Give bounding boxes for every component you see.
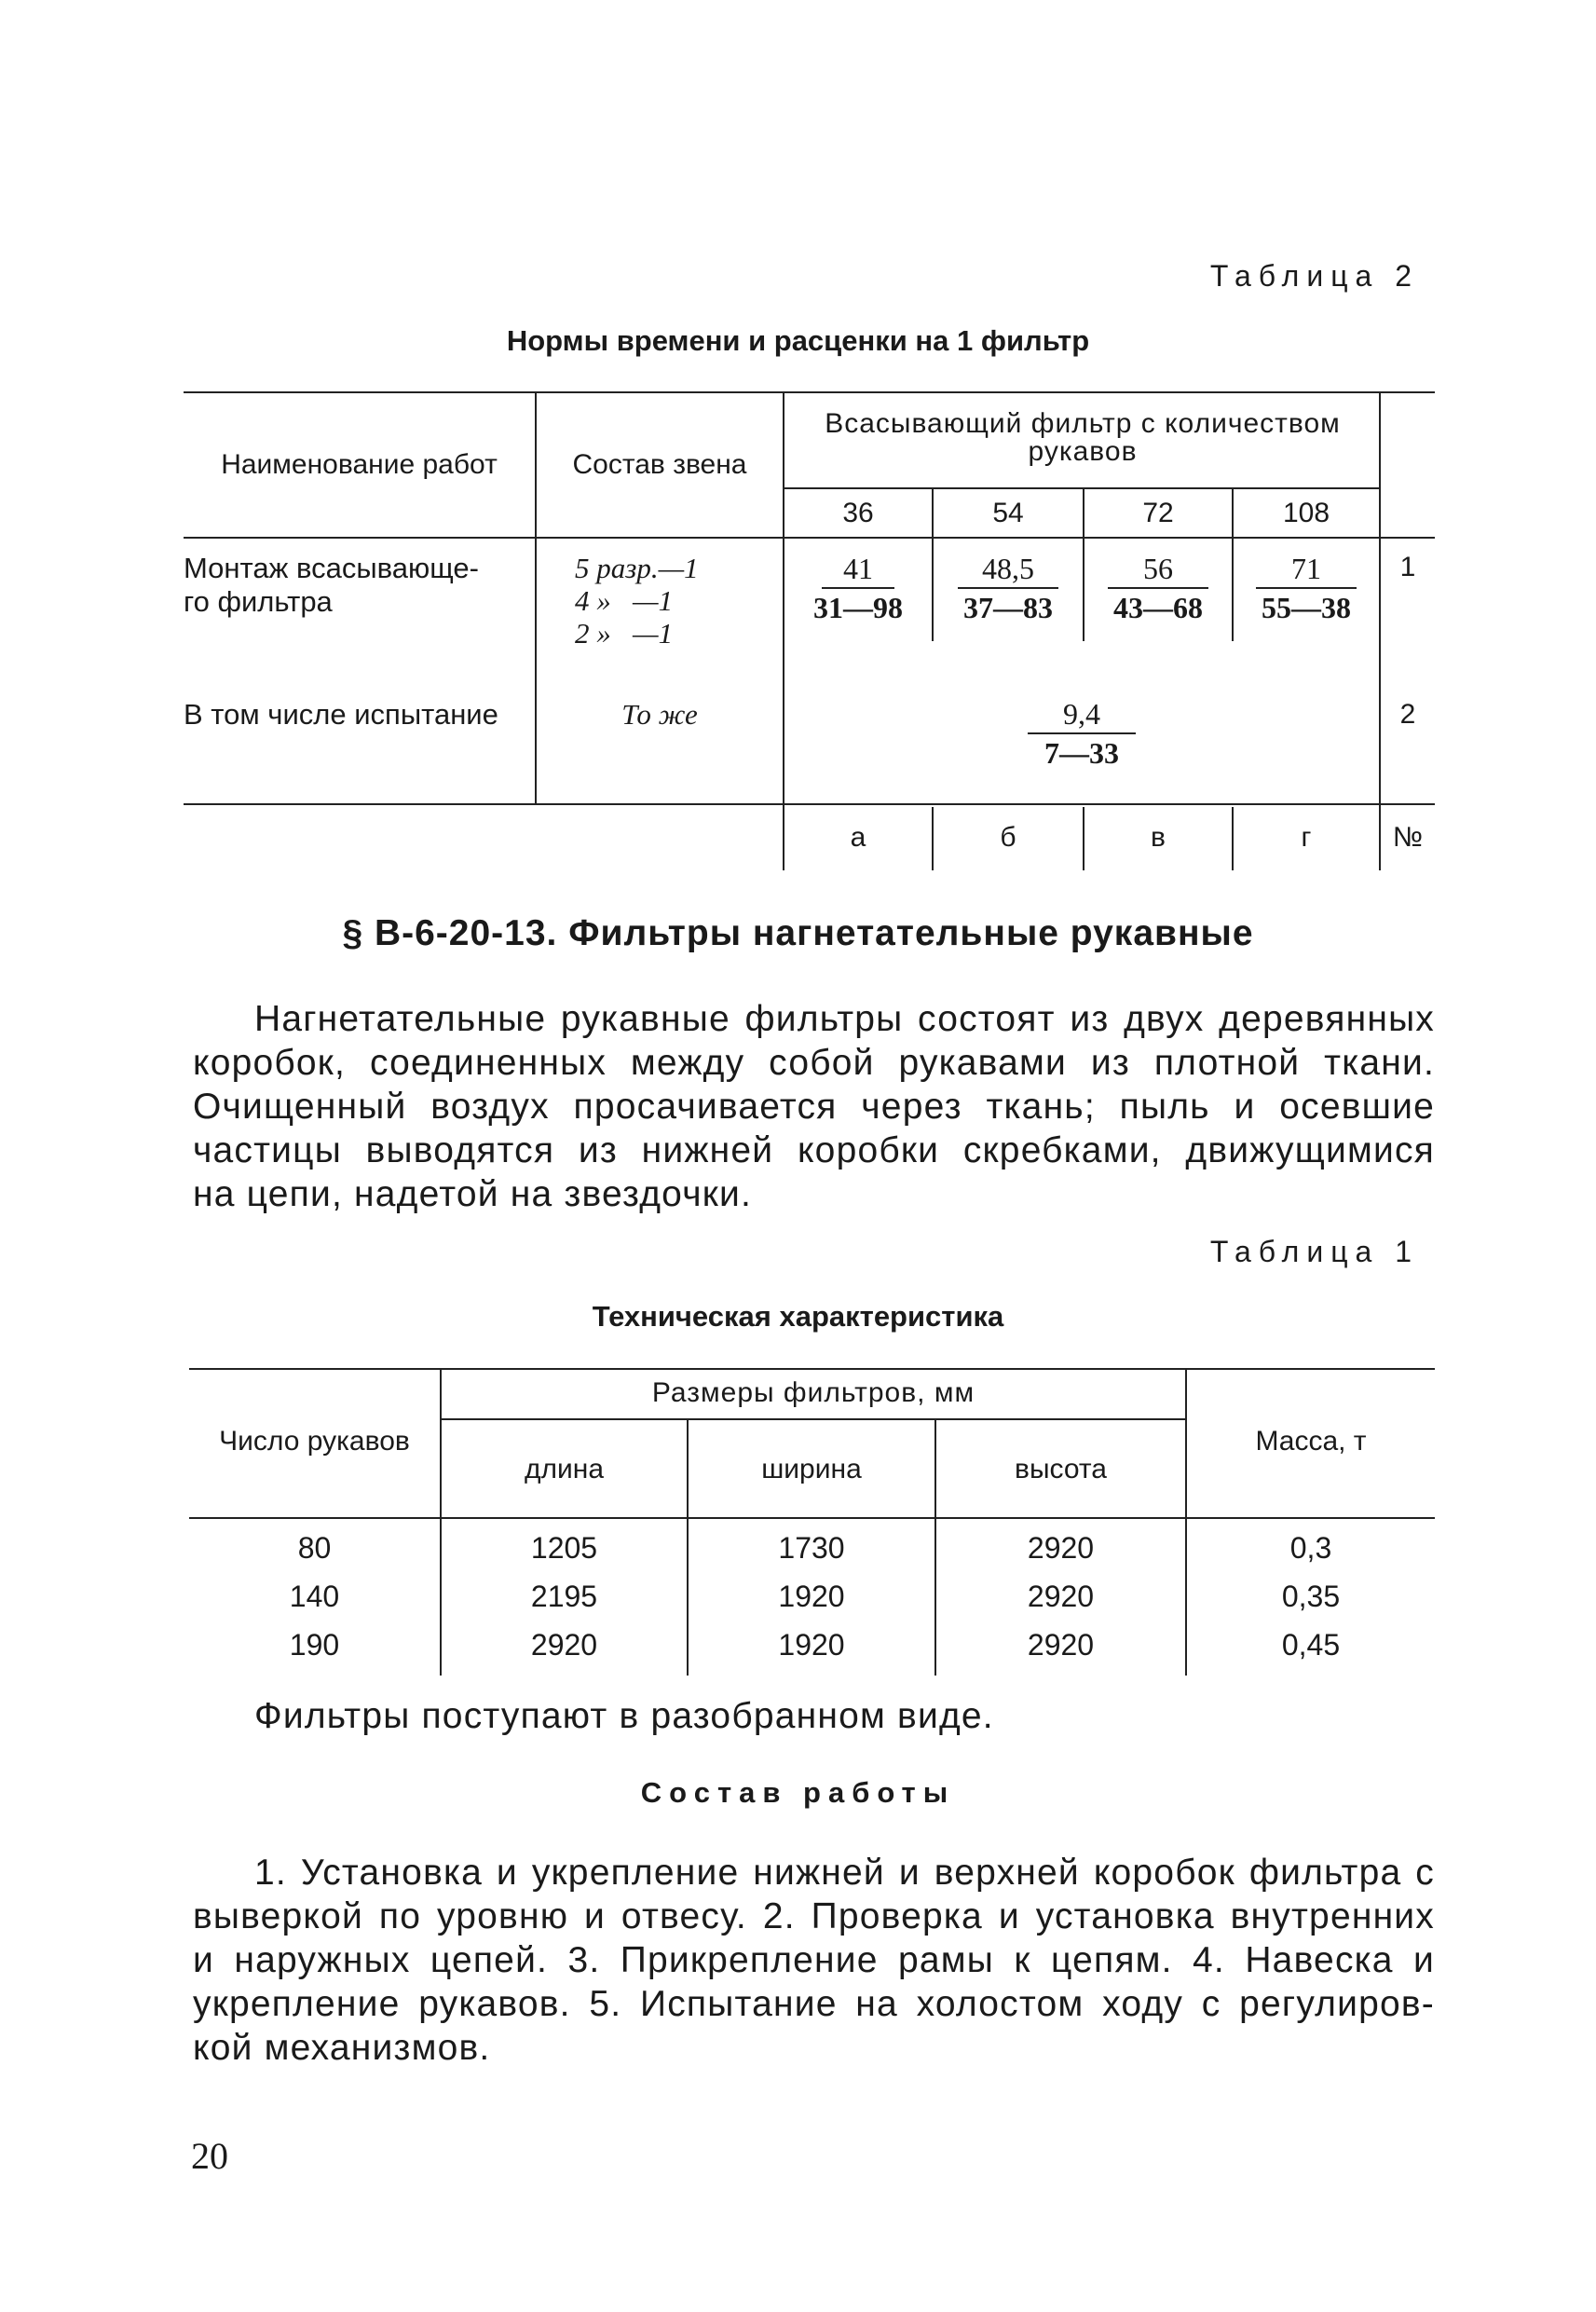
header-sleeves-72: 72: [1142, 498, 1174, 528]
row1-value-36: 41 31—98: [813, 552, 903, 624]
row-height: 2920: [1027, 1580, 1095, 1613]
col-letter-a: а: [850, 822, 866, 853]
row1-number: 1: [1399, 552, 1416, 582]
row2-name: В том числе испытание: [184, 698, 498, 731]
header-work-name: Наименование работ: [221, 449, 498, 480]
col-letter-v: в: [1151, 822, 1166, 853]
header-filter-group: Всасывающий фильтр с количеством рукавов: [825, 408, 1341, 467]
delivery-note: Фильтры поступают в разобранном виде.: [254, 1696, 994, 1736]
header-mass: Масса, т: [1255, 1426, 1367, 1457]
section-heading: § В-6-20-13. Фильтры нагнетательные рукавные: [342, 913, 1254, 953]
row-width: 1730: [778, 1531, 845, 1565]
row-width: 1920: [778, 1628, 845, 1662]
table2-title: Нормы времени и расценки на 1 фильтр: [506, 324, 1090, 357]
row1-value-54: 48,5 37—83: [934, 550, 1083, 626]
table1-caption: Таблица 1: [1209, 1235, 1419, 1268]
row-count: 190: [289, 1628, 340, 1662]
header-sleeves-count: Число рукавов: [219, 1426, 410, 1457]
row-height: 2920: [1027, 1531, 1095, 1565]
table1-title: Техническая характеристика: [592, 1300, 1004, 1333]
section-paragraph: Нагнетательные рукавные фильтры состоят из двух деревянных коробок, соединенных между собой рукавами из плотной ткани. Очищенный воздух просачивается через ткань; пыль и осевшие частицы выводятся из нижней коробки скребками, движущимися на цепи, надетой на звездочки.: [193, 999, 1435, 1214]
row-mass: 0,3: [1289, 1531, 1332, 1565]
row-count: 80: [297, 1531, 332, 1565]
row-length: 2920: [530, 1628, 598, 1662]
row-width: 1920: [778, 1580, 845, 1613]
table2-caption: Таблица 2: [1209, 259, 1419, 293]
row2-merged-value: 9,4 7—33: [784, 695, 1379, 772]
table2: [184, 391, 1435, 870]
row-count: 140: [289, 1580, 340, 1613]
row-length: 2195: [530, 1580, 598, 1613]
header-width: ширина: [761, 1454, 862, 1484]
row2-crew: То же: [621, 698, 698, 731]
row-mass: 0,35: [1281, 1580, 1341, 1613]
header-sleeves-108: 108: [1282, 498, 1330, 528]
row1-crew: 5 разр.—1 4 » —1 2 » —1: [575, 552, 699, 650]
header-sizes-group: Размеры фильтров, мм: [651, 1377, 975, 1408]
row-mass: 0,45: [1281, 1628, 1341, 1662]
table1: [189, 1368, 1435, 1676]
row-height: 2920: [1027, 1628, 1095, 1662]
header-crew: Состав звена: [572, 449, 747, 480]
header-sleeves-54: 54: [992, 498, 1024, 528]
work-composition-heading: Состав работы: [640, 1776, 956, 1809]
number-sign: №: [1392, 822, 1424, 853]
work-composition-text: 1. Установка и укрепление нижней и верхней коробок фильтра с выверкой по уровню и отвесу. 2. Проверка и установка внутренних и наружных цепей. 3. Прикрепление рамы к цепям. 4. Навеска и укрепление рукавов. 5. Испытание на холостом ходу с регулиров- кой механизмов.: [193, 1853, 1435, 2068]
row1-value-108: 71 55—38: [1234, 550, 1379, 626]
row1-name: Монтаж всасывающе- го фильтра: [184, 552, 479, 618]
row-length: 1205: [530, 1531, 598, 1565]
col-letter-b: б: [1000, 822, 1016, 853]
header-height: высота: [1015, 1454, 1107, 1484]
page-number: 20: [191, 2135, 228, 2177]
header-sleeves-36: 36: [842, 498, 874, 528]
col-letter-g: г: [1301, 822, 1312, 853]
row2-number: 2: [1399, 699, 1416, 730]
header-length: длина: [524, 1454, 605, 1484]
row1-value-72: 56 43—68: [1084, 550, 1232, 626]
